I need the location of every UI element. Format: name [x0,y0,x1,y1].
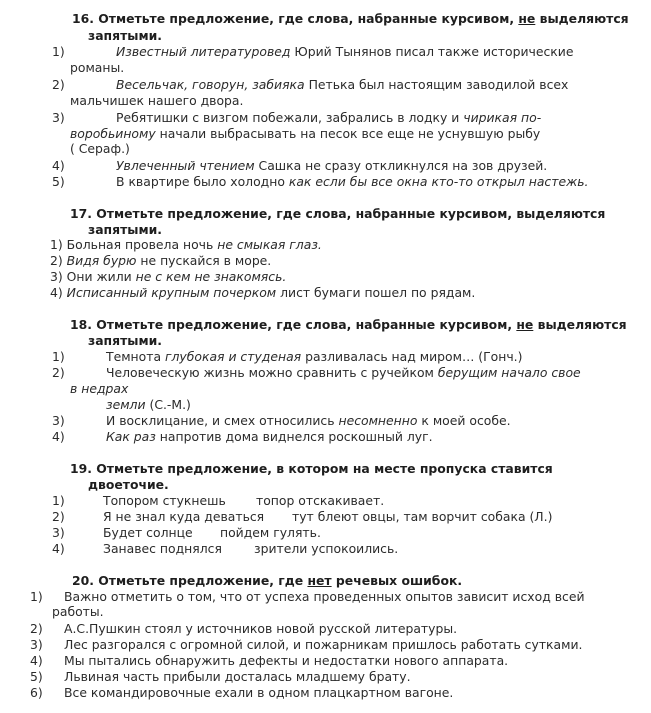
q16-title: 16. Отметьте предложение, где слова, набранные курсивом, не выделяются [72,11,629,26]
q19-option-2-b: тут блеют овцы, там ворчит собака (Л.) [292,509,553,524]
q19-title: 19. Отметьте предложение, в котором на месте пропуска ставится [70,461,553,476]
q16-option-3-source: ( Сераф.) [70,141,130,156]
q16-option-2-cont: мальчишек нашего двора. [70,93,244,108]
q18-num-1: 1) [52,349,65,364]
q18-num-4: 4) [52,429,65,444]
q20-option-1: Важно отметить о том, что от успеха проведенных опытов зависит исход всей [64,589,585,604]
q16-option-5: В квартире было холодно как если бы все окна кто-то открыл настежь. [116,174,589,189]
q17-option-3: 3) Они жили не с кем не знакомясь. [50,269,287,284]
q20-num-5: 5) [30,669,43,684]
q19-option-1-a: Топором стукнешь [103,493,226,508]
q20-option-5: Львиная часть прибыли досталась младшему брату. [64,669,411,684]
q20-option-6: Все командировочные ехали в одном плацкартном вагоне. [64,685,454,700]
q18-option-2-cont2: земли (С.-М.) [106,397,191,412]
q17-title-cont: запятыми. [88,222,162,237]
q16-option-3: Ребятишки с визгом побежали, забрались в лодку и чирикая по- [116,110,542,125]
q17-option-2: 2) Видя бурю не пускайся в море. [50,253,272,268]
q16-num-2: 2) [52,77,65,92]
q18-option-3: И восклицание, и смех относились несомненно к моей особе. [106,413,511,428]
q16-num-5: 5) [52,174,65,189]
q16-num-4: 4) [52,158,65,173]
q18-title: 18. Отметьте предложение, где слова, набранные курсивом, не выделяются [70,317,627,332]
q16-num-3: 3) [52,110,65,125]
q18-option-2-cont: в недрах [70,381,129,396]
q19-num-2: 2) [52,509,65,524]
q16-title-cont: запятыми. [88,28,162,43]
q19-option-4-a: Занавес поднялся [103,541,222,556]
q20-num-4: 4) [30,653,43,668]
q20-num-6: 6) [30,685,43,700]
q16-option-3-cont: воробьиному начали выбрасывать на песок все еще не уснувшую рыбу [70,126,541,141]
q19-option-4-b: зрители успокоились. [254,541,399,556]
q19-option-2-a: Я не знал куда деваться [103,509,265,524]
q19-num-4: 4) [52,541,65,556]
q17-option-1: 1) Больная провела ночь не смыкая глаз. [50,237,322,252]
q16-num-1: 1) [52,44,65,59]
q20-num-1: 1) [30,589,43,604]
q16-option-2: Весельчак, говорун, забияка Петька был настоящим заводилой всех [116,77,569,92]
q20-option-2: А.С.Пушкин стоял у источников новой русской литературы. [64,621,458,636]
q16-option-4: Увлеченный чтением Сашка не сразу откликнулся на зов друзей. [116,158,548,173]
q20-title: 20. Отметьте предложение, где нет речевых ошибок. [72,573,463,588]
q17-title: 17. Отметьте предложение, где слова, набранные курсивом, выделяются [70,206,606,221]
q16-option-1: Известный литературовед Юрий Тынянов писал также исторические [116,44,574,59]
q19-option-3-a: Будет солнце [103,525,193,540]
q20-num-3: 3) [30,637,43,652]
q19-option-1-b: топор отскакивает. [256,493,385,508]
q20-option-1-cont: работы. [52,604,104,619]
q18-option-4: Как раз напротив дома виднелся роскошный луг. [106,429,433,444]
q19-num-3: 3) [52,525,65,540]
q20-num-2: 2) [30,621,43,636]
q18-num-3: 3) [52,413,65,428]
q19-option-3-b: пойдем гулять. [220,525,321,540]
q19-num-1: 1) [52,493,65,508]
q18-option-1: Темнота глубокая и студеная разливалась над миром… (Гонч.) [106,349,523,364]
q18-num-2: 2) [52,365,65,380]
q18-title-cont: запятыми. [88,333,162,348]
q16-option-1-cont: романы. [70,60,125,75]
q20-option-4: Мы пытались обнаружить дефекты и недостатки нового аппарата. [64,653,509,668]
q19-title-cont: двоеточие. [88,477,169,492]
q20-option-3: Лес разгорался с огромной силой, и пожарникам пришлось работать сутками. [64,637,583,652]
q17-option-4: 4) Исписанный крупным почерком лист бумаги пошел по рядам. [50,285,476,300]
q18-option-2: Человеческую жизнь можно сравнить с ручейком берущим начало свое [106,365,581,380]
